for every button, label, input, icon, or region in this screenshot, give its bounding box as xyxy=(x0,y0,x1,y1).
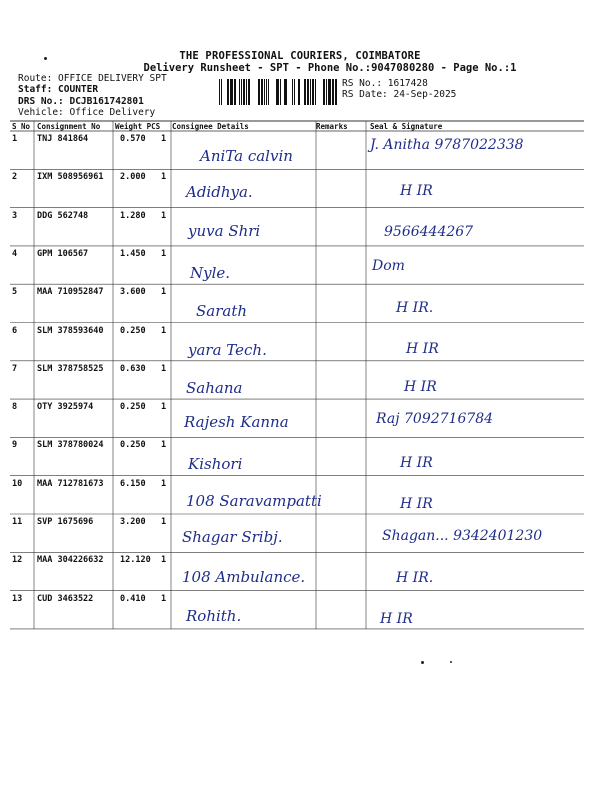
col-header-sno: S No xyxy=(12,122,31,131)
col-header-remarks: Remarks xyxy=(316,122,348,131)
weight-value: 0.570 xyxy=(120,134,146,144)
pieces-count: 1 xyxy=(161,440,167,451)
col-header-consignee: Consignee Details xyxy=(172,122,249,131)
serial-number: 7 xyxy=(12,363,18,374)
route-label: Route: OFFICE DELIVERY SPT xyxy=(18,73,167,84)
serial-number: 13 xyxy=(12,593,23,604)
consignment-number: MAA 304226632 xyxy=(37,555,104,566)
col-header-seal-signature: Seal & Signature xyxy=(370,122,443,131)
weight-value: 3.200 xyxy=(120,517,146,527)
consignment-number: SLM 378780024 xyxy=(37,440,104,451)
pieces-count: 1 xyxy=(161,172,167,183)
consignment-number: GPM 106567 xyxy=(37,248,89,259)
weight-value: 0.250 xyxy=(120,440,146,451)
consignee-handwritten: Rohith. xyxy=(186,606,242,625)
consignee-handwritten: AniTa calvin xyxy=(200,147,293,165)
signature-handwritten: J. Anitha 9787022338 xyxy=(370,137,524,153)
consignment-number: IXM 508956961 xyxy=(37,172,104,183)
consignee-handwritten: Sahana xyxy=(186,378,243,397)
col-header-weight-pcs: Weight PCS xyxy=(115,122,161,131)
signature-handwritten: H IR. xyxy=(396,300,434,317)
consignment-number: MAA 712781673 xyxy=(37,478,104,489)
consignee-handwritten: Kishori xyxy=(188,455,243,474)
consignee-handwritten: 108 Ambulance. xyxy=(182,568,306,587)
weight-value: 0.630 xyxy=(120,363,146,374)
serial-number: 5 xyxy=(12,287,18,298)
weight-value: 6.150 xyxy=(120,478,146,489)
serial-number: 12 xyxy=(12,555,23,566)
signature-handwritten: H IR xyxy=(406,340,439,357)
signature-handwritten: Dom xyxy=(372,257,405,274)
weight-value: 2.000 xyxy=(120,172,146,183)
rs-date: RS Date: 24-Sep-2025 xyxy=(342,89,457,100)
serial-number: 1 xyxy=(12,134,18,144)
staff-label: Staff: COUNTER xyxy=(18,84,99,95)
runsheet-title: Delivery Runsheet - SPT - Phone No.:9047080280 - Page No.:1 xyxy=(143,62,517,74)
serial-number: 3 xyxy=(12,210,18,221)
weight-value: 1.280 xyxy=(120,210,146,221)
company-name: THE PROFESSIONAL COURIERS, COIMBATORE xyxy=(179,50,421,62)
serial-number: 2 xyxy=(12,172,18,183)
signature-handwritten: H IR xyxy=(400,455,433,472)
weight-value: 0.250 xyxy=(120,402,146,413)
pieces-count: 1 xyxy=(161,210,167,221)
serial-number: 8 xyxy=(12,402,18,413)
consignment-number: SLM 378593640 xyxy=(37,325,104,336)
consignment-number: TNJ 841864 xyxy=(37,134,89,144)
pieces-count: 1 xyxy=(161,134,167,144)
signature-handwritten: H IR xyxy=(404,378,437,395)
consignee-handwritten: yara Tech. xyxy=(188,340,267,359)
signature-handwritten: H IR. xyxy=(396,570,434,587)
serial-number: 10 xyxy=(12,478,23,489)
serial-number: 6 xyxy=(12,325,18,336)
signature-handwritten: H IR xyxy=(400,495,433,512)
signature-handwritten: Shagan... 9342401230 xyxy=(382,528,543,544)
consignee-handwritten: yuva Shri xyxy=(188,221,261,240)
pieces-count: 1 xyxy=(161,248,167,259)
col-header-consignment: Consignment No xyxy=(37,122,101,131)
pieces-count: 1 xyxy=(161,478,167,489)
drs-number: DRS No.: DCJB161742801 xyxy=(18,96,144,107)
consignee-handwritten: Shagar Sribj. xyxy=(182,528,283,546)
consignment-number: CUD 3463522 xyxy=(37,593,94,604)
consignee-handwritten: Rajesh Kanna xyxy=(184,413,289,432)
consignment-number: OTY 3925974 xyxy=(37,402,94,413)
signature-handwritten: 9566444267 xyxy=(384,223,474,240)
pieces-count: 1 xyxy=(161,325,167,336)
consignee-handwritten: 108 Saravampatti xyxy=(186,491,322,510)
vehicle-label: Vehicle: Office Delivery xyxy=(18,107,156,118)
consignee-handwritten: Nyle. xyxy=(190,263,231,282)
pieces-count: 1 xyxy=(161,555,167,566)
signature-handwritten: H IR xyxy=(380,610,413,627)
weight-value: 3.600 xyxy=(120,287,146,298)
consignment-number: MAA 710952847 xyxy=(37,287,104,298)
pieces-count: 1 xyxy=(161,517,167,527)
pieces-count: 1 xyxy=(161,402,167,413)
serial-number: 4 xyxy=(12,248,18,259)
consignment-number: DDG 562748 xyxy=(37,210,89,221)
signature-handwritten: Raj 7092716784 xyxy=(376,411,494,428)
serial-number: 9 xyxy=(12,440,18,451)
consignee-handwritten: Sarath xyxy=(196,302,248,321)
weight-value: 12.120 xyxy=(120,555,151,566)
pieces-count: 1 xyxy=(161,363,167,374)
rs-number: RS No.: 1617428 xyxy=(342,78,428,89)
pieces-count: 1 xyxy=(161,593,167,604)
weight-value: 0.410 xyxy=(120,593,146,604)
signature-handwritten: H IR xyxy=(400,183,433,200)
consignment-number: SLM 378758525 xyxy=(37,363,104,374)
serial-number: 11 xyxy=(12,517,23,527)
consignee-handwritten: Adidhya. xyxy=(186,183,253,202)
pieces-count: 1 xyxy=(161,287,167,298)
weight-value: 1.450 xyxy=(120,248,146,259)
consignment-number: SVP 1675696 xyxy=(37,517,94,527)
weight-value: 0.250 xyxy=(120,325,146,336)
